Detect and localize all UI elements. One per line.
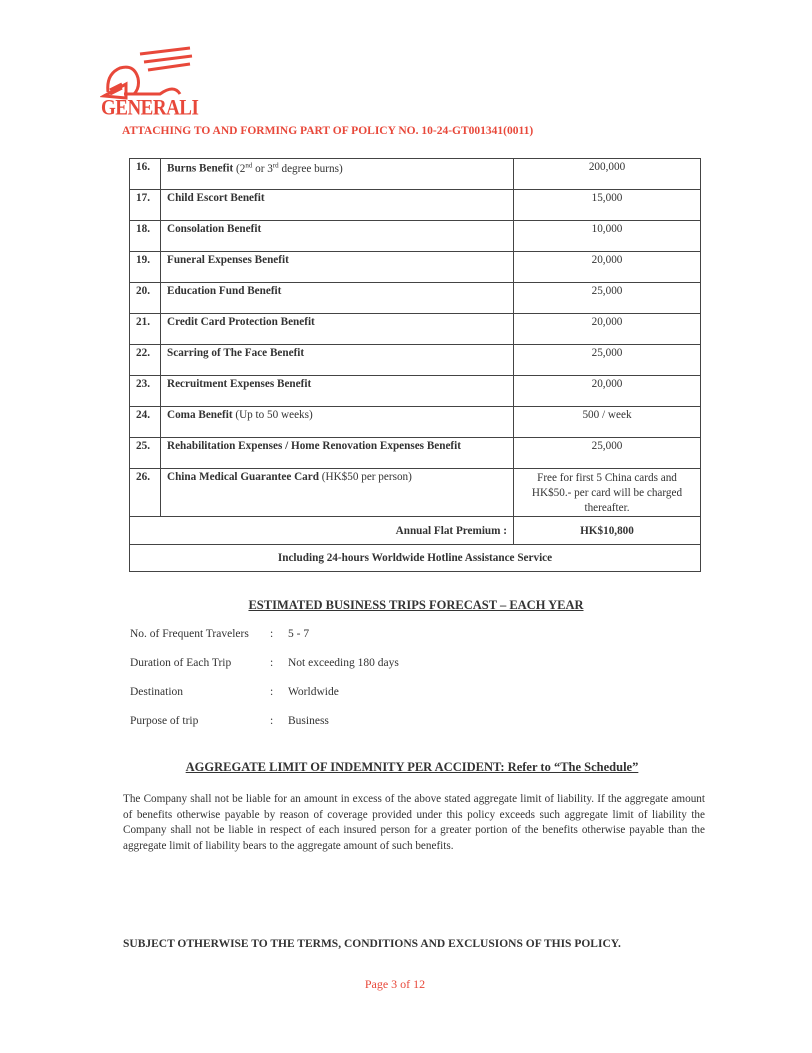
benefit-description — [161, 221, 514, 252]
benefit-value: 10,000 — [514, 221, 701, 252]
policy-reference: ATTACHING TO AND FORMING PART OF POLICY NO. 10-24-GT001341(0011) — [122, 125, 534, 137]
benefit-description — [161, 376, 514, 407]
benefit-value: 20,000 — [514, 252, 701, 283]
colon: : — [270, 686, 274, 698]
hotline-text: Including 24-hours Worldwide Hotline Assistance Service — [130, 545, 701, 572]
benefit-description — [161, 283, 514, 314]
benefit-row — [130, 376, 701, 407]
benefit-note-part: nd — [245, 161, 253, 169]
brand-wordmark: GENERALI — [101, 96, 199, 121]
benefit-row — [130, 407, 701, 438]
forecast-value: 5 - 7 — [288, 628, 310, 640]
benefit-note-part: or 3 — [252, 162, 273, 175]
benefit-number: 18. — [130, 221, 161, 252]
benefit-value: 200,000 — [514, 159, 701, 190]
benefit-value: 15,000 — [514, 190, 701, 221]
benefit-row — [130, 221, 701, 252]
benefit-name: Education Fund Benefit — [167, 285, 282, 297]
benefit-value: 25,000 — [514, 345, 701, 376]
aggregate-title: AGGREGATE LIMIT OF INDEMNITY PER ACCIDENT: Refer to “The Schedule” — [185, 760, 639, 774]
benefit-value: 25,000 — [514, 283, 701, 314]
forecast-title: ESTIMATED BUSINESS TRIPS FORECAST – EACH YEAR — [248, 598, 584, 612]
benefit-row — [130, 252, 701, 283]
benefit-value: 500 / week — [514, 407, 701, 438]
benefit-note: (HK$50 per person) — [321, 471, 412, 483]
benefit-description — [161, 159, 514, 190]
benefit-note — [233, 163, 342, 175]
forecast-list — [130, 628, 399, 744]
aggregate-paragraph: The Company shall not be liable for an amount in excess of the above stated aggregate limit of liability. If the aggregate amount of benefits otherwise payable by reason of coverage provided under this policy exceeds such aggregate limit of liability the Company shall not be liable in respect of each insured person for a greater portion of the benefits otherwise payable than the aggregate limit of liability bears to the aggregate amount of such benefits. — [123, 793, 705, 852]
benefit-number: 25. — [130, 438, 161, 469]
forecast-label: No. of Frequent Travelers — [130, 628, 249, 640]
forecast-row — [130, 715, 399, 744]
benefit-row — [130, 283, 701, 314]
benefit-name: Recruitment Expenses Benefit — [167, 378, 312, 390]
benefit-name: Burns Benefit — [167, 162, 234, 175]
forecast-value: Not exceeding 180 days — [288, 657, 399, 669]
benefit-row — [130, 159, 701, 190]
benefit-number: 19. — [130, 252, 161, 283]
benefit-name: China Medical Guarantee Card — [167, 471, 319, 483]
benefit-row — [130, 190, 701, 221]
premium-row — [130, 517, 701, 545]
page-number: Page 3 of 12 — [364, 977, 426, 991]
forecast-label: Duration of Each Trip — [130, 657, 232, 669]
benefit-note-part: degree burns) — [278, 162, 343, 175]
benefit-value: 20,000 — [514, 314, 701, 345]
benefit-value: 20,000 — [514, 376, 701, 407]
benefits-table — [129, 158, 701, 572]
benefit-number: 24. — [130, 407, 161, 438]
subject-line: SUBJECT OTHERWISE TO THE TERMS, CONDITIONS AND EXCLUSIONS OF THIS POLICY. — [123, 938, 621, 950]
benefit-name: Credit Card Protection Benefit — [167, 316, 315, 328]
colon: : — [270, 657, 274, 669]
benefit-description — [161, 252, 514, 283]
benefit-number: 20. — [130, 283, 161, 314]
benefit-description — [161, 345, 514, 376]
forecast-row — [130, 657, 399, 686]
benefit-name: Funeral Expenses Benefit — [167, 254, 289, 266]
benefit-number: 17. — [130, 190, 161, 221]
benefit-name: Scarring of The Face Benefit — [167, 347, 305, 359]
benefit-note-part: rd — [272, 161, 279, 169]
benefit-number: 23. — [130, 376, 161, 407]
benefit-name: Child Escort Benefit — [167, 192, 265, 204]
premium-value: HK$10,800 — [514, 517, 701, 545]
benefit-value: Free for first 5 China cards and HK$50.- per card will be charged thereafter. — [514, 469, 701, 517]
benefit-name: Rehabilitation Expenses / Home Renovation Expenses Benefit — [167, 440, 461, 452]
hotline-row — [130, 545, 701, 572]
benefit-row — [130, 314, 701, 345]
forecast-value: Business — [288, 715, 329, 727]
benefit-number: 21. — [130, 314, 161, 345]
benefit-number: 26. — [130, 469, 161, 517]
benefit-row — [130, 345, 701, 376]
colon: : — [270, 715, 274, 727]
forecast-label: Purpose of trip — [130, 715, 199, 727]
benefit-row — [130, 438, 701, 469]
benefit-description — [161, 438, 514, 469]
forecast-value: Worldwide — [288, 686, 339, 698]
forecast-row — [130, 628, 399, 657]
benefit-number: 22. — [130, 345, 161, 376]
benefit-number: 16. — [130, 159, 161, 190]
benefit-value: 25,000 — [514, 438, 701, 469]
forecast-row — [130, 686, 399, 715]
benefit-description — [161, 190, 514, 221]
benefit-description — [161, 314, 514, 345]
forecast-label: Destination — [130, 686, 184, 698]
benefit-description — [161, 469, 514, 517]
premium-label: Annual Flat Premium : — [130, 517, 514, 545]
benefit-name: Consolation Benefit — [167, 223, 262, 235]
benefit-row — [130, 469, 701, 517]
benefit-name: Coma Benefit — [167, 409, 233, 421]
benefit-description — [161, 407, 514, 438]
benefit-note: (Up to 50 weeks) — [235, 409, 313, 421]
colon: : — [270, 628, 274, 640]
benefit-note-part: (2 — [236, 162, 246, 175]
